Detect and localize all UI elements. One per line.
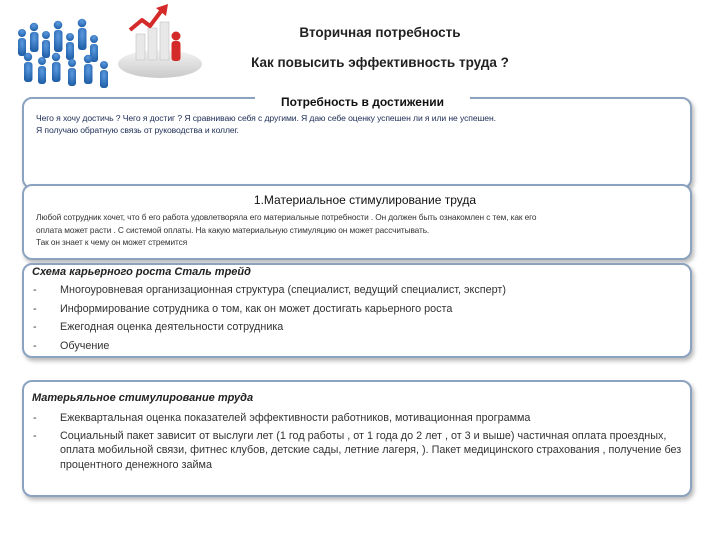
list-item bbox=[32, 339, 682, 354]
list-item-text: Многоуровневая организационная структура (специалист, ведущий специалист, эксперт) bbox=[60, 284, 506, 296]
career-growth-content bbox=[32, 265, 682, 353]
list-item-text: Ежегодная оценка деятельности сотрудника bbox=[60, 321, 284, 333]
achievement-line-1: Чего я хочу достичь ? Чего я достиг ? Я сравниваю себя с другими. Я даю себе оценку успешен ли я или не успешен. bbox=[36, 113, 496, 123]
list-item bbox=[32, 429, 682, 473]
bar-chart-icon bbox=[136, 22, 169, 60]
career-growth-title: Схема карьерного роста Сталь трейд bbox=[32, 266, 251, 278]
material-incentive-title: Матерьяльное стимулирование труда bbox=[32, 392, 254, 404]
achievement-need-title: Потребность в достижении bbox=[255, 95, 470, 109]
achievement-need-box bbox=[22, 97, 692, 189]
title-line-2: Как повысить эффективность труда ? bbox=[251, 55, 509, 70]
list-item bbox=[32, 302, 682, 317]
material-stimulation-text bbox=[36, 211, 676, 249]
material-line-3: Так он знает к чему он может стремится bbox=[36, 237, 188, 247]
list-item bbox=[32, 411, 682, 426]
material-incentive-list bbox=[32, 411, 682, 472]
achievement-line-2: Я получаю обратную связь от руководства и коллег. bbox=[36, 125, 239, 135]
list-dash: - bbox=[33, 339, 37, 352]
list-dash: - bbox=[33, 302, 37, 315]
list-item-text: Информирование сотрудника о том, как он может достигать карьерного роста bbox=[60, 302, 453, 315]
list-item-text: Обучение bbox=[60, 339, 110, 352]
page-title bbox=[215, 24, 545, 72]
achievement-need-text bbox=[36, 112, 676, 136]
list-dash: - bbox=[33, 321, 37, 333]
career-growth-list bbox=[32, 283, 682, 353]
list-item bbox=[32, 320, 682, 335]
people-crowd-icon bbox=[18, 19, 108, 88]
list-dash: - bbox=[33, 284, 37, 296]
title-line-1: Вторичная потребность bbox=[299, 25, 461, 40]
list-dash: - bbox=[33, 429, 37, 442]
material-incentive-content bbox=[32, 391, 682, 475]
list-item-text: Социальный пакет зависит от выслуги лет (1 год работы , от 1 года до 2 лет , от 3 и выше) частичная оплата проездных, оплата мобильной связи, фитнес клубов, детские сады, летние лагеря, ). Пакет медицинского страхования , получение без процентного денежного займа bbox=[60, 429, 682, 471]
material-stimulation-title: 1.Материальное стимулирование труда bbox=[215, 193, 515, 207]
list-dash: - bbox=[33, 412, 37, 424]
list-item-text: Ежеквартальная оценка показателей эффективности работников, мотивационная программа bbox=[60, 412, 531, 424]
people-chart-illustration bbox=[10, 0, 205, 92]
leader-figure-icon bbox=[172, 32, 181, 62]
material-line-1: Любой сотрудник хочет, что б его работа удовлетворяла его материальные потребности . Он должен быть ознакомлен с тем, как его bbox=[36, 212, 537, 222]
material-line-2: оплата может расти . С системой оплаты. На какую материальную стимуляцию он может рассчитывать. bbox=[36, 224, 430, 235]
list-item bbox=[32, 283, 682, 298]
